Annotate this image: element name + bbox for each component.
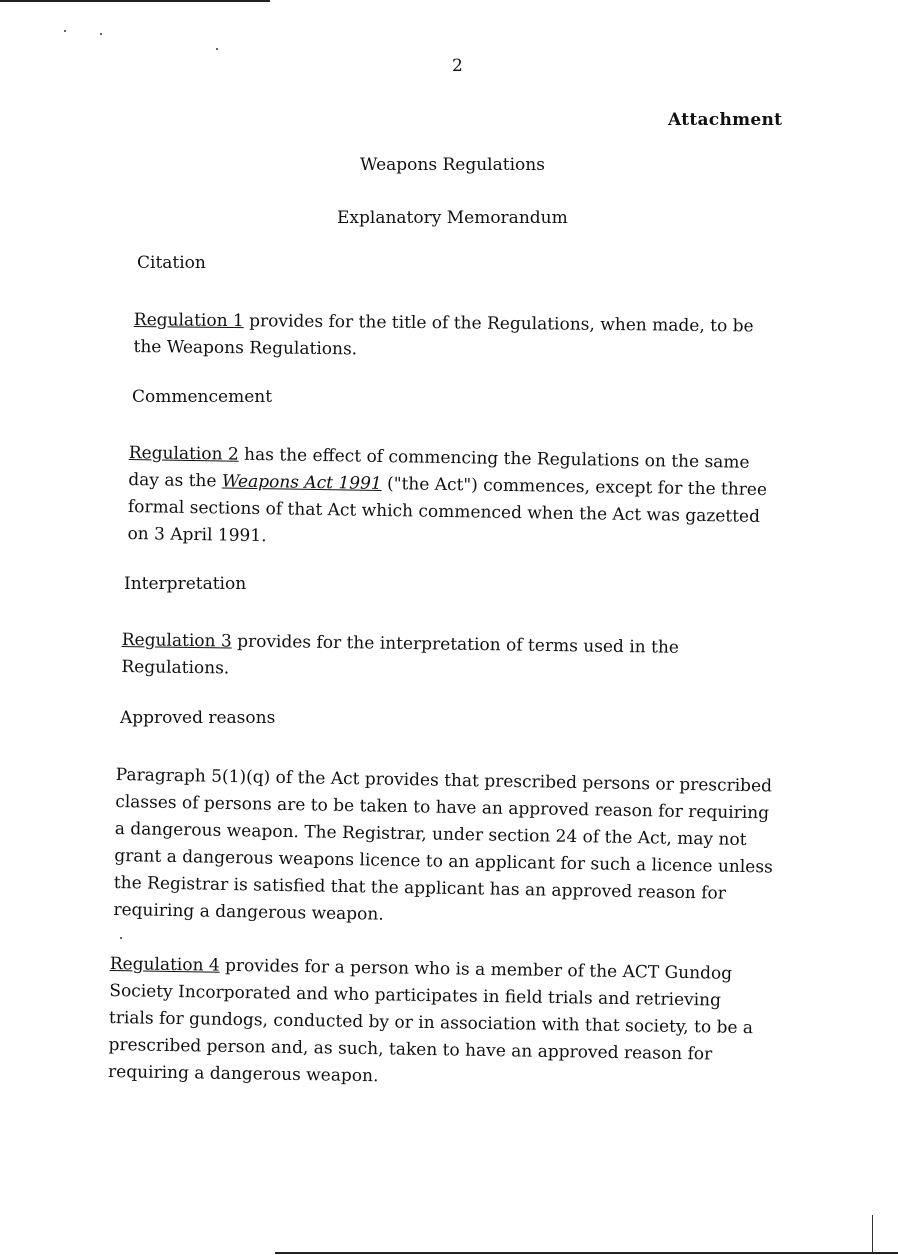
scan-speck (120, 937, 122, 939)
attachment-label: Attachment (668, 110, 783, 130)
act-citation: Weapons Act 1991 (221, 471, 382, 494)
page-number: 2 (452, 56, 463, 76)
section-heading-interpretation: Interpretation (124, 574, 247, 594)
section-heading-citation: Citation (137, 253, 206, 273)
document-title: Weapons Regulations (360, 155, 545, 175)
scan-speck (216, 48, 218, 50)
regulation-ref: Regulation 2 (128, 442, 239, 465)
scan-edge-bottom (275, 1252, 898, 1254)
paragraph-approved-reasons: Paragraph 5(1)(q) of the Act provides that prescribed persons or prescribed classes of persons are to be taken to have an approved reason for requiring a dangerous weapon. The Registrar, under section 24 of the Act, may not grant a dangerous weapons licence to an applicant for such a licence unless the Registrar is satisfied that the applicant has an approved reason for requiring a dangerous weapon. (113, 764, 773, 925)
scan-speck (64, 30, 66, 32)
paragraph-regulation-4: Regulation 4 provides for a person who is a member of the ACT Gundog Society Incorporated and who participates in field trials and retrieving trials for gundogs, conducted by or in association with that society, to be a prescribed person and, as such, taken to have an approved reason for requiring a dangerous weapon. (107, 953, 754, 1087)
paragraph-citation: Regulation 1 provides for the title of the Regulations, when made, to be the Weapons Regulations. (133, 309, 754, 360)
section-heading-approved-reasons: Approved reasons (120, 708, 276, 728)
scan-speck (100, 33, 102, 35)
regulation-ref: Regulation 4 (109, 953, 220, 976)
section-heading-commencement: Commencement (132, 387, 273, 407)
regulation-ref: Regulation 3 (121, 629, 232, 652)
paragraph-interpretation: Regulation 3 provides for the interpretation of terms used in the Regulations. (121, 629, 680, 679)
scan-edge-top (0, 0, 270, 2)
document-subtitle: Explanatory Memorandum (337, 208, 568, 228)
paragraph-commencement: Regulation 2 has the effect of commencing the Regulations on the same day as the Weapons Act 1991 ("the Act") commences, except for the three formal sections of that Act which commenced when the Act was gazetted on 3 April 1991. (127, 442, 768, 547)
regulation-ref: Regulation 1 (133, 309, 244, 332)
scan-edge-right (872, 1215, 873, 1252)
